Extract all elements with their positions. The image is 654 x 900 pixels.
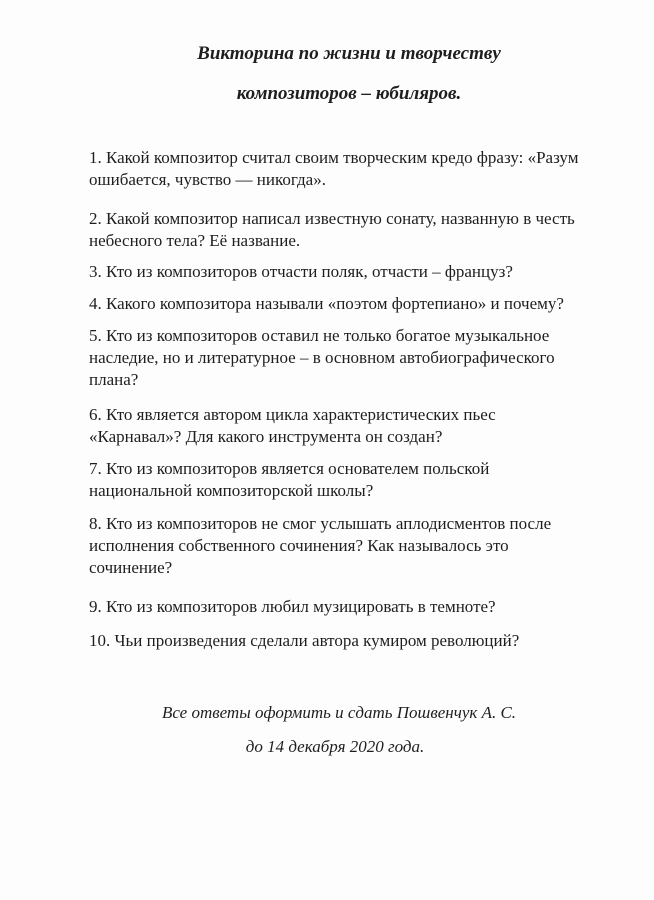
question-text: плана? [89,370,139,389]
question-7 [89,458,619,502]
question-10 [89,630,619,652]
question-text: 8. Кто из композиторов не смог услышать аплодисментов после [89,514,552,533]
question-text: 9. Кто из композиторов любил музицировать в темноте? [89,597,496,616]
question-text: исполнения собственного сочинения? Как называлось это [89,536,509,555]
question-text: наследие, но и литературное – в основном автобиографического [89,348,555,367]
question-text: 3. Кто из композиторов отчасти поляк, отчасти – француз? [89,262,513,281]
question-text: национальной композиторской школы? [89,481,374,500]
question-text: 1. Какой композитор считал своим творческим кредо фразу: «Разум [89,148,579,167]
question-5 [89,325,619,391]
question-text: 4. Какого композитора называли «поэтом фортепиано» и почему? [89,294,564,313]
question-8 [89,513,619,579]
question-2 [89,208,619,252]
deadline-note: до 14 декабря 2020 года. [245,737,425,756]
question-6 [89,404,619,448]
page-subtitle: композиторов – юбиляров. [236,83,462,104]
question-text: 5. Кто из композиторов оставил не только богатое музыкальное [89,326,550,345]
question-text: 10. Чьи произведения сделали автора кумиром революций? [89,631,520,650]
question-4 [89,293,619,315]
question-text: «Карнавал»? Для какого инструмента он создан? [89,427,443,446]
question-text: сочинение? [89,558,173,577]
page-title: Викторина по жизни и творчеству [197,43,501,64]
question-text: ошибается, чувство — никогда». [89,170,326,189]
question-1 [89,147,619,191]
question-text: небесного тела? Её название. [89,231,301,250]
submission-note: Все ответы оформить и сдать Пошвенчук А. С. [161,703,517,722]
question-3 [89,261,619,283]
question-text: 2. Какой композитор написал известную сонату, названную в честь [89,209,575,228]
question-text: 6. Кто является автором цикла характеристических пьес [89,405,496,424]
question-9 [89,596,619,618]
question-text: 7. Кто из композиторов является основателем польской [89,459,490,478]
